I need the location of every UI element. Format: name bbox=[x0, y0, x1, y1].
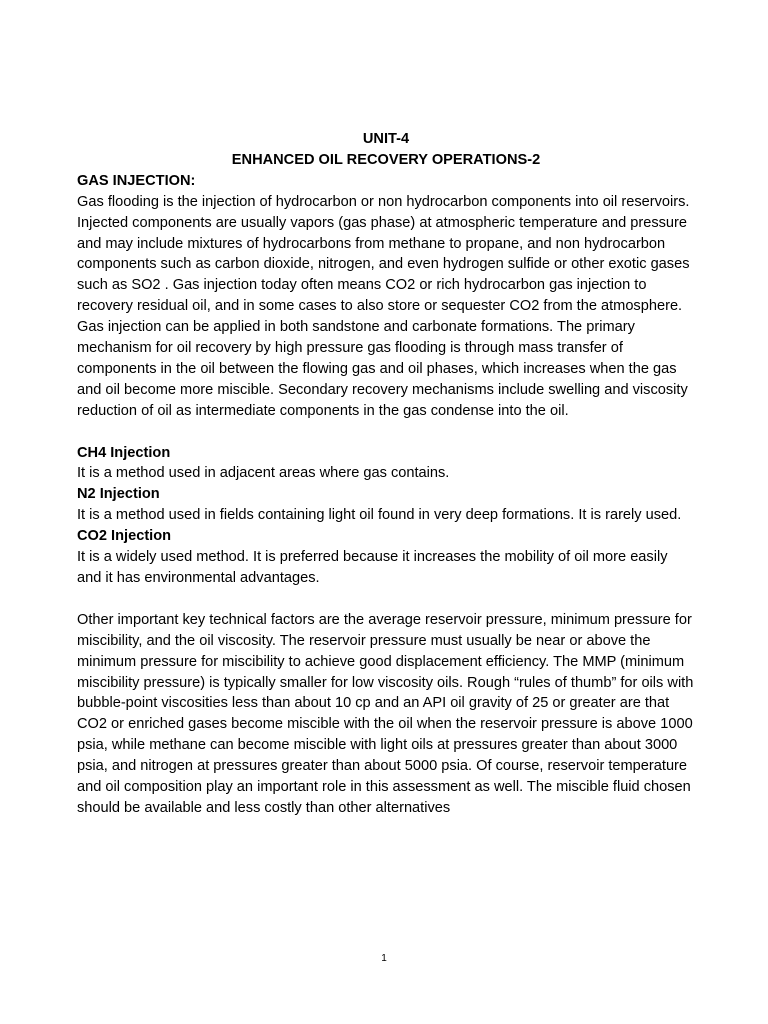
subsection-text-n2: It is a method used in fields containing light oil found in very deep formations. It is rarely used. bbox=[77, 507, 682, 524]
subsection-heading-co2: CO2 Injection bbox=[77, 528, 172, 545]
page-content bbox=[77, 129, 695, 819]
intro-paragraph: Gas flooding is the injection of hydrocarbon or non hydrocarbon components into oil reservoirs. Injected components are usually vapors (gas phase) at atmospheric temperature and pressure and may include mixtures of hydrocarbons from methane to propane, and non hydrocarbon components such as carbon dioxide, nitrogen, and even hydrogen sulfide or other exotic gases such as SO2 . Gas injection today often means CO2 or rich hydrocarbon gas injection to recovery residual oil, and in some cases to also store or sequester CO2 from the atmosphere. Gas injection can be applied in both sandstone and carbonate formations. The primary mechanism for oil recovery by high pressure gas flooding is through mass transfer of components in the oil between the flowing gas and oil phases, which increases when the gas and oil become more miscible. Secondary recovery mechanisms include swelling and viscosity reduction of oil as intermediate components in the gas condense into the oil. bbox=[77, 193, 690, 419]
closing-paragraph: Other important key technical factors are the average reservoir pressure, minimum pressure for miscibility, and the oil viscosity. The reservoir pressure must usually be near or above the minimum pressure for miscibility to achieve good displacement efficiency. The MMP (minimum miscibility pressure) is typically smaller for low viscosity oils. Rough “rules of thumb” for oils with bubble-point viscosities less than about 10 cp and an API oil gravity of 25 or greater are that CO2 or enriched gases become miscible with the oil when the reservoir pressure is above 1000 psia, while methane can become miscible with light oils at pressures greater than about 3000 psia, and nitrogen at pressures greater than about 5000 psia. Of course, reservoir temperature and oil composition play an important role in this assessment as well. The miscible fluid chosen should be available and less costly than other alternatives bbox=[77, 611, 694, 816]
subsection-text-ch4: It is a method used in adjacent areas where gas contains. bbox=[77, 465, 450, 482]
paragraph-spacer bbox=[77, 589, 695, 610]
subsection-text-co2: It is a widely used method. It is preferred because it increases the mobility of oil more easily and it has environmental advantages. bbox=[77, 549, 668, 587]
subsection-heading-n2: N2 Injection bbox=[77, 486, 160, 503]
main-title: ENHANCED OIL RECOVERY OPERATIONS-2 bbox=[231, 151, 541, 168]
section-heading-gas-injection: GAS INJECTION: bbox=[77, 172, 196, 189]
paragraph-spacer bbox=[77, 422, 695, 443]
page-number: 1 bbox=[381, 953, 387, 964]
subsection-heading-ch4: CH4 Injection bbox=[77, 444, 171, 461]
unit-title: UNIT-4 bbox=[362, 131, 410, 147]
